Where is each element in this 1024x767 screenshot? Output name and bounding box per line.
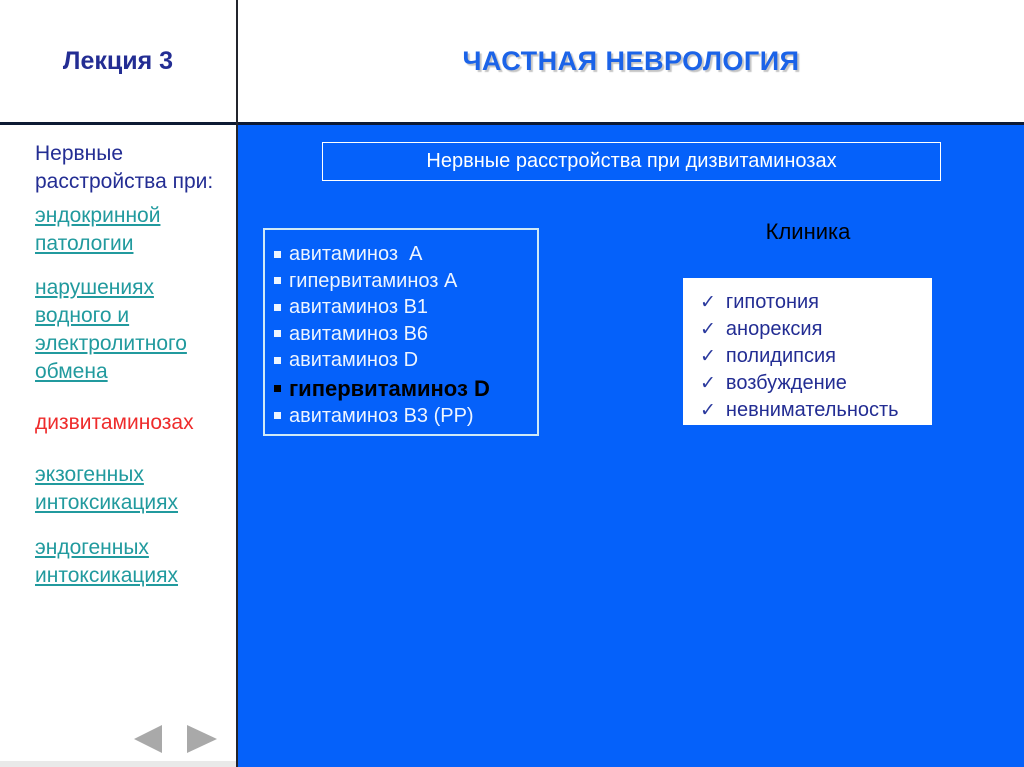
vitamin-list-item: [274, 268, 533, 295]
square-bullet-icon: [274, 277, 281, 284]
lecture-label: Лекция 3: [62, 46, 174, 75]
vitamin-item-label: авитаминоз В3 (РР): [289, 404, 474, 427]
square-bullet-icon: [274, 330, 281, 337]
square-bullet-icon: [274, 412, 281, 419]
check-icon: ✓: [700, 346, 716, 367]
check-icon: ✓: [700, 373, 716, 394]
vitamin-list-item: [274, 374, 533, 403]
clinic-list-item: [700, 397, 926, 424]
slide-navigation: [134, 725, 217, 753]
sidebar-item-dysvitaminosis-current: дизвитаминозах: [35, 411, 194, 434]
clinic-list-item: [700, 370, 926, 397]
clinic-item-label: полидипсия: [725, 345, 836, 367]
vitamin-list-item: [274, 403, 533, 430]
sidebar-link-exogenous-intoxication[interactable]: экзогенных интоксикациях: [35, 463, 179, 514]
vitamin-list-item: [274, 294, 533, 321]
sidebar-link-endocrine-pathology[interactable]: эндокринной патологии: [35, 204, 161, 255]
course-title: ЧАСТНАЯ НЕВРОЛОГИЯ: [462, 45, 800, 76]
check-icon: ✓: [700, 292, 716, 313]
header-divider: [0, 122, 1024, 125]
bottom-edge: [0, 761, 236, 767]
vitamin-item-label: авитаминоз D: [289, 349, 419, 371]
clinic-item-label: возбуждение: [725, 372, 847, 394]
next-slide-button right-triangle-icon[interactable]: [187, 725, 217, 753]
sidebar-link-water-electrolyte[interactable]: нарушениях водного и электролитного обмена: [35, 276, 187, 383]
clinic-list-item: [700, 343, 926, 370]
prev-slide-button left-triangle-icon[interactable]: [134, 725, 162, 753]
vitamin-item-label: авитаминоз В6: [289, 322, 429, 345]
vitamin-item-label: гипервитаминоз А: [289, 269, 458, 292]
vitamin-list-item: [274, 321, 533, 348]
vitamin-list-item: [274, 347, 533, 374]
clinic-item-label: невнимательность: [725, 399, 899, 421]
square-bullet-icon: [274, 251, 281, 258]
sidebar: [35, 140, 227, 590]
vitamin-list-box: [263, 228, 539, 436]
square-bullet-icon: [274, 304, 281, 311]
vitamin-item-label: авитаминоз А: [289, 243, 423, 265]
check-icon: ✓: [700, 400, 716, 421]
vitamin-item-label: гипервитаминоз D: [289, 375, 490, 401]
slide-title: Нервные расстройства при дизвитаминозах: [426, 150, 837, 172]
clinic-item-label: гипотония: [725, 291, 820, 313]
sidebar-heading: Нервные расстройства при:: [35, 142, 214, 193]
clinic-heading: Клиника: [765, 219, 851, 244]
check-icon: ✓: [700, 319, 716, 340]
square-bullet-icon: [274, 385, 281, 392]
slide-title-box: [322, 142, 941, 181]
square-bullet-icon: [274, 357, 281, 364]
clinic-item-label: анорексия: [725, 318, 823, 340]
clinic-list-item: [700, 316, 926, 343]
clinic-list-box: [683, 278, 932, 425]
vitamin-item-label: авитаминоз В1: [289, 296, 429, 318]
sidebar-link-endogenous-intoxication[interactable]: эндогенных интоксикациях: [35, 536, 179, 587]
vitamin-list-item: [274, 241, 533, 268]
clinic-list-item: [700, 289, 926, 316]
